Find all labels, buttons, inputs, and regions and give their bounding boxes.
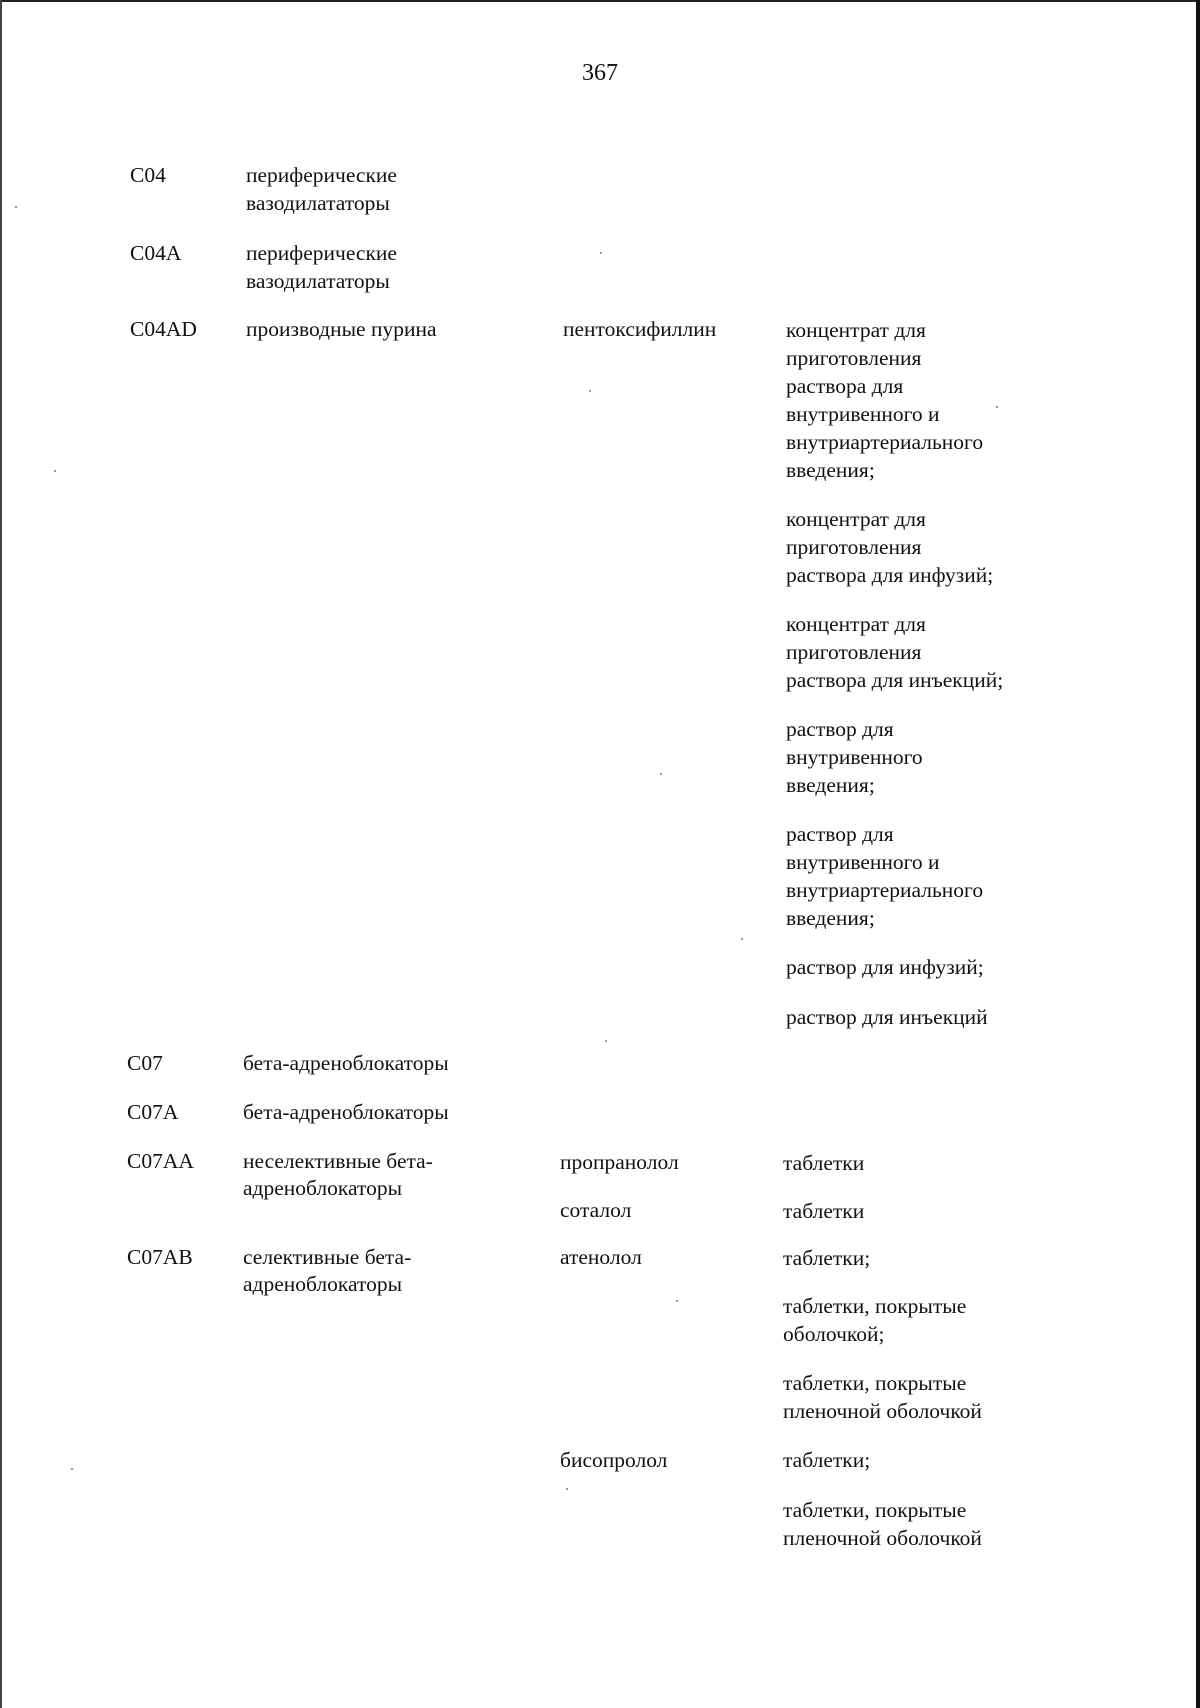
group-name-line: вазодилататоры [246,269,390,293]
drug-name: соталол [560,1198,632,1222]
dosage-form-line: пленочной оболочкой [783,1399,982,1423]
dosage-form-line: таблетки, покрытые [783,1371,967,1395]
dosage-form-line: приготовления [786,346,922,370]
dosage-form-line: раствора для инфузий; [786,563,994,587]
dosage-form-line: концентрат для [786,612,926,636]
scan-edge-right [1196,0,1200,1708]
scan-speck [676,1300,678,1302]
drug-name: атенолол [560,1245,642,1269]
atc-code: C04AD [130,317,197,341]
atc-code: C07AA [127,1149,194,1173]
atc-code: C04A [130,241,182,265]
scan-edge-top [0,0,1200,2]
group-name-line: бета-адреноблокаторы [243,1051,449,1075]
dosage-form-line: раствор для [786,822,894,846]
scan-speck [600,252,602,254]
dosage-form-line: таблетки; [783,1246,871,1270]
scan-speck [54,470,56,472]
drug-name: пентоксифиллин [563,317,717,341]
dosage-form-line: раствор для [786,717,894,741]
dosage-form-line: концентрат для [786,318,926,342]
dosage-form-line: внутривенного и [786,850,940,874]
drug-name: бисопролол [560,1448,668,1472]
group-name-line: адреноблокаторы [243,1272,403,1296]
dosage-form-line: введения; [786,773,875,797]
dosage-form-line: внутривенного и [786,402,940,426]
scan-speck [605,1040,607,1042]
scan-speck [741,938,743,940]
dosage-form-line: внутриартериального [786,878,984,902]
scan-speck [660,773,662,775]
dosage-form-line: таблетки [783,1151,865,1175]
scan-speck [589,390,591,392]
dosage-form-line: таблетки, покрытые [783,1498,967,1522]
group-name-line: селективные бета- [243,1245,412,1269]
group-name-line: периферические [246,163,397,187]
dosage-form-line: внутриартериального [786,430,984,454]
dosage-form-line: концентрат для [786,507,926,531]
dosage-form-line: раствор для инъекций [786,1005,988,1029]
dosage-form-line: внутривенного [786,745,923,769]
dosage-form-line: введения; [786,458,875,482]
dosage-form-line: приготовления [786,535,922,559]
scan-edge-left [0,0,2,1708]
group-name-line: вазодилататоры [246,191,390,215]
atc-code: C07AB [127,1245,193,1269]
dosage-form-line: пленочной оболочкой [783,1526,982,1550]
dosage-form-line: раствор для инфузий; [786,955,984,979]
group-name-line: производные пурина [246,317,437,341]
dosage-form-line: приготовления [786,640,922,664]
drug-name: пропранолол [560,1150,679,1174]
page-number: 367 [582,60,618,86]
dosage-form-line: оболочкой; [783,1322,885,1346]
group-name-line: неселективные бета- [243,1149,433,1173]
group-name-line: адреноблокаторы [243,1176,403,1200]
group-name-line: периферические [246,241,397,265]
dosage-form-line: раствора для [786,374,904,398]
scan-speck [566,1488,568,1490]
scan-speck [71,1468,73,1470]
atc-code: C04 [130,163,166,187]
dosage-form-line: таблетки [783,1199,865,1223]
scan-speck [996,406,998,408]
dosage-form-line: введения; [786,906,875,930]
dosage-form-line: раствора для инъекций; [786,668,1004,692]
group-name-line: бета-адреноблокаторы [243,1100,449,1124]
dosage-form-line: таблетки, покрытые [783,1294,967,1318]
scan-speck [15,206,17,208]
dosage-form-line: таблетки; [783,1448,871,1472]
atc-code: C07A [127,1100,179,1124]
atc-code: C07 [127,1051,163,1075]
